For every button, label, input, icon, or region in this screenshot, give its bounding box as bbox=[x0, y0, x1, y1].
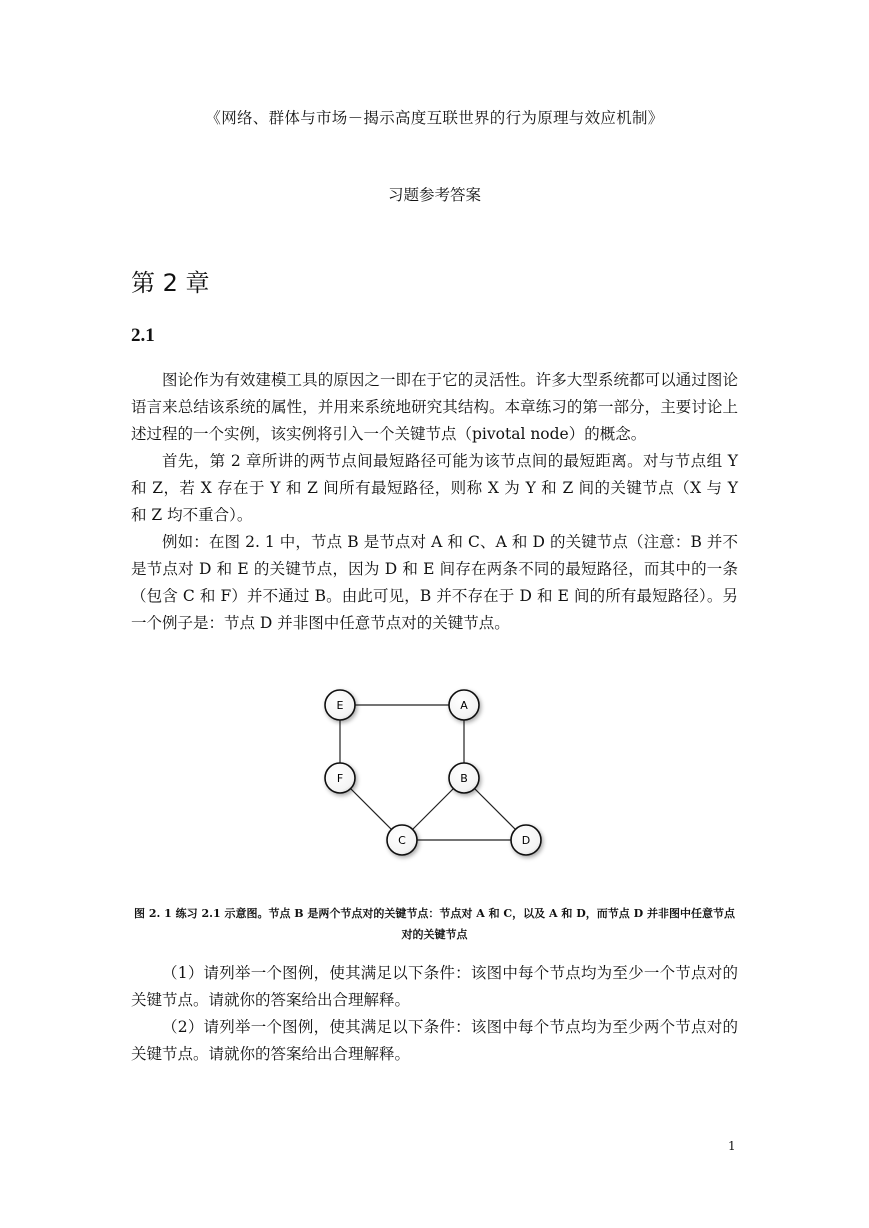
questions bbox=[131, 960, 738, 1068]
paragraph: 图论作为有效建模工具的原因之一即在于它的灵活性。许多大型系统都可以通过图论语言来总结该系统的属性，并用来系统地研究其结构。本章练习的第一部分，主要讨论上述过程的一个实例，该实例将引入一个关键节点（pivotal node）的概念。 bbox=[131, 371, 738, 443]
node-D bbox=[511, 825, 541, 855]
node-label: E bbox=[336, 699, 344, 712]
node-label: A bbox=[460, 699, 468, 712]
node-label: C bbox=[398, 834, 406, 847]
section-heading: 2.1 bbox=[131, 325, 155, 346]
node-label: F bbox=[336, 772, 344, 785]
node-F bbox=[325, 763, 355, 793]
node-label: D bbox=[521, 834, 531, 847]
node-C bbox=[387, 825, 417, 855]
page-number: 1 bbox=[728, 1139, 736, 1153]
body-text bbox=[131, 367, 738, 637]
chapter-heading: 第 2 章 bbox=[131, 269, 210, 297]
answers-title: 习题参考答案 bbox=[387, 186, 481, 204]
paragraph: 例如：在图 2. 1 中，节点 B 是节点对 A 和 C、A 和 D 的关键节点（注意：B 并不是节点对 D 和 E 的关键节点，因为 D 和 E 间存在两条不同的最短路径，而其中的一条（包含 C 和 F）并不通过 B。由此可见，B 并不存在于 D 和 E 间的所有最短路径）。另一个例子是：节点 D 并非图中任意节点对的关键节点。 bbox=[131, 533, 738, 632]
paragraph: 首先，第 2 章所讲的两节点间最短路径可能为该节点间的最短距离。对与节点组 Y 和 Z，若 X 存在于 Y 和 Z 间所有最短路径，则称 X 为 Y 和 Z 间的关键节点（X 与 Y 和 Z 均不重合）。 bbox=[131, 452, 738, 524]
node-B bbox=[449, 763, 479, 793]
figure-caption: 图 2. 1 练习 2.1 示意图。节点 B 是两个节点对的关键节点：节点对 A 和 C，以及 A 和 D，而节点 D 并非图中任意节点对的关键节点 bbox=[134, 907, 735, 941]
node-label: B bbox=[460, 772, 468, 785]
node-E bbox=[325, 690, 355, 720]
node-A bbox=[449, 690, 479, 720]
question-1: （1）请列举一个图例，使其满足以下条件：该图中每个节点均为至少一个节点对的关键节点。请就你的答案给出合理解释。 bbox=[131, 964, 738, 1009]
graph-figure bbox=[290, 680, 580, 870]
question-2: （2）请列举一个图例，使其满足以下条件：该图中每个节点均为至少两个节点对的关键节点。请就你的答案给出合理解释。 bbox=[131, 1018, 738, 1063]
book-title: 《网络、群体与市场－揭示高度互联世界的行为原理与效应机制》 bbox=[205, 109, 664, 127]
